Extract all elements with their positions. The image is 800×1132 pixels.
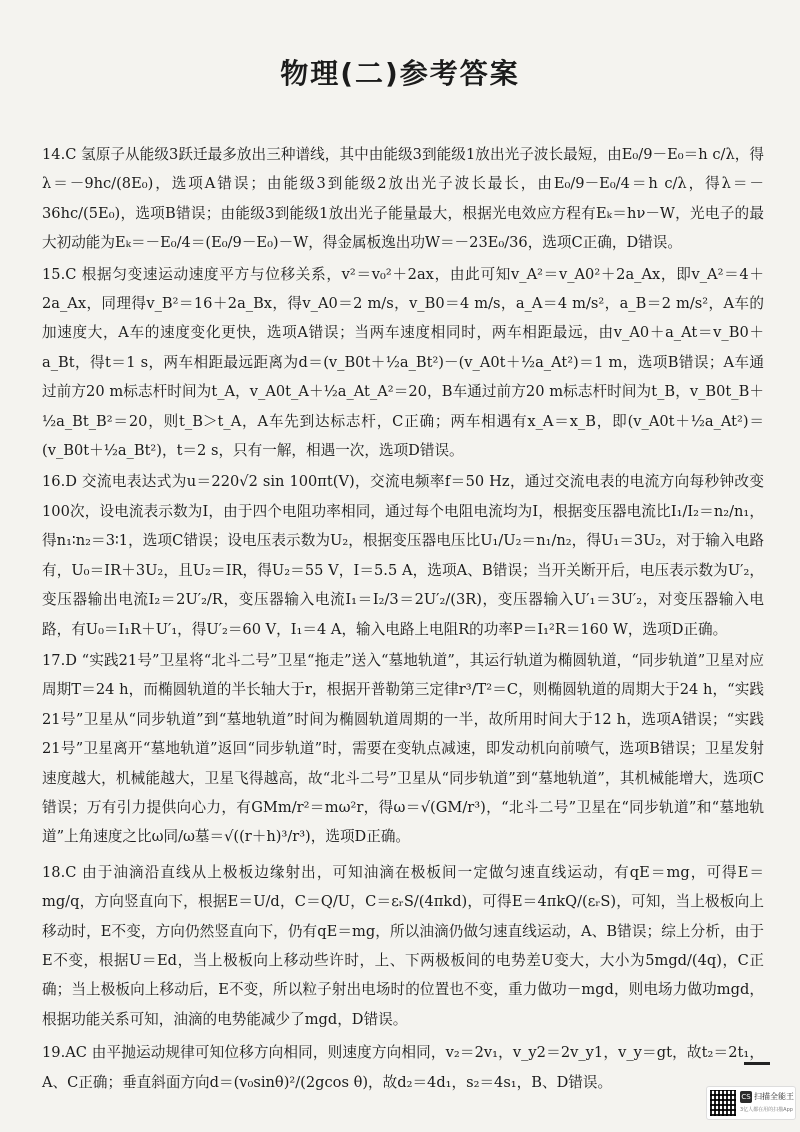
- answer-text: 根据匀变速运动速度平方与位移关系，v²＝v₀²＋2ax，由此可知v_A²＝v_A0²＋2a_Ax，即v_A²＝4＋2a_Ax，同理得v_B²＝16＋2a_Bx，得v_A0＝2 m/s，v_B0＝4 m/s，a_A＝4 m/s²，a_B＝2 m/s²，A车的加速度大，A车的速度变化更快，选项A错误；当两车速度相同时，两车相距最远，由v_A0＋a_At＝v_B0＋a_Bt，得t＝1 s，两车相距最远距离为d＝(v_B0t＋½a_Bt²)－(v_A0t＋½a_At²)＝1 m，选项B错误；A车通过前方20 m标志杆时间为t_A，v_A0t_A＋½a_At_A²＝20，B车通过前方20 m标志杆时间为t_B，v_B0t_B＋½a_Bt_B²＝20，则t_B＞t_A，A车先到达标志杆，C正确；两车相遇有x_A＝x_B，即(v_A0t＋½a_At²)＝(v_B0t＋½a_Bt²)，t＝2 s，只有一解，相遇一次，选项D错误。: [42, 265, 764, 460]
- answer-text: 交流电表达式为u＝220√2 sin 100πt(V)，交流电频率f＝50 Hz，通过交流电表的电流方向每秒钟改变100次，设电流表示数为I，由于四个电阻功率相同，通过每个电阻电流均为I，根据变压器电流比I₁/I₂＝n₂/n₁，得n₁∶n₂＝3∶1，选项C错误；设电压表示数为U₂，根据变压器电压比U₁/U₂＝n₁/n₂，得U₁＝3U₂，对于输入电路有，U₀＝IR＋3U₂，且U₂＝IR，得U₂＝55 V，I＝5.5 A，选项A、B错误；当开关断开后，电压表示数为U′₂，变压器输出电流I₂＝2U′₂/R，变压器输入电流I₁＝I₂/3＝2U′₂/(3R)，变压器输入U′₁＝3U′₂，对变压器输入电路，有U₀＝I₁R＋U′₁，得U′₂＝60 V，I₁＝4 A，输入电路上电阻R的功率P＝I₁²R＝160 W，选项D正确。: [42, 473, 764, 638]
- scanner-brand: 扫描全能王: [754, 1092, 794, 1101]
- page-title: 物理(二)参考答案: [280, 57, 520, 90]
- answer-number: 14.C: [42, 146, 77, 163]
- answer-text: “实践21号”卫星将“北斗二号”卫星“拖走”送入“墓地轨道”，其运行轨道为椭圆轨道，“同步轨道”卫星对应周期T＝24 h，而椭圆轨道的半长轴大于r，根据开普勒第三定律r³/T²＝C，则椭圆轨道的周期大于24 h，“实践21号”卫星从“同步轨道”到“墓地轨道”时间为椭圆轨道周期的一半，故所用时间大于12 h，选项A错误；“实践21号”卫星离开“墓地轨道”返回“同步轨道”时，需要在变轨点减速，即发动机向前喷气，选项B错误；卫星发射速度越大，机械能越大，卫星飞得越高，故“北斗二号”卫星从“同步轨道”到“墓地轨道”，其机械能增大，选项C错误；万有引力提供向心力，有GMm/r²＝mω²r，得ω＝√(GM/r³)，“北斗二号”卫星在“同步轨道”和“墓地轨道”上角速度之比ω同/ω墓＝√((r＋h)³/r³)，选项D正确。: [42, 651, 764, 846]
- qr-code-icon: [710, 1090, 736, 1116]
- answer-number: 15.C: [42, 265, 77, 283]
- scanner-watermark: [706, 1086, 796, 1120]
- answer-18: [42, 858, 764, 1034]
- page-mark: [744, 1062, 770, 1065]
- scanner-tagline: 3亿人都在用的扫描App: [740, 1107, 793, 1113]
- answer-number: 18.C: [42, 863, 77, 881]
- scanner-logo-icon: CS: [741, 1093, 751, 1101]
- answer-list: [42, 140, 764, 1099]
- answer-14: [42, 140, 764, 258]
- answer-text: 氢原子从能级3跃迁最多放出三种谱线，其中由能级3到能级1放出光子波长最短，由E₀/9－E₀＝h c/λ，得λ＝－9hc/(8E₀)，选项A错误；由能级3到能级2放出光子波长最长，由E₀/9－E₀/4＝h c/λ，得λ＝－36hc/(5E₀)，选项B错误；由能级3到能级1放出光子能量最大，根据光电效应方程有Eₖ＝hν－W，光电子的最大初动能为Eₖ＝－E₀/4＝(E₀/9－E₀)－W，得金属板逸出功W＝－23E₀/36，选项C正确，D错误。: [42, 146, 765, 252]
- answer-number: 17.D: [42, 651, 77, 669]
- answer-15: [42, 260, 764, 466]
- answer-text: 由平抛运动规律可知位移方向相同，则速度方向相同，v₂＝2v₁，v_y2＝2v_y1，v_y＝gt，故t₂＝2t₁，A、C正确；垂直斜面方向d＝(v₀sinθ)²/(2gcos θ)，故d₂＝4d₁，s₂＝4s₁，B、D错误。: [42, 1044, 764, 1091]
- answer-text: 由于油滴沿直线从上极板边缘射出，可知油滴在极板间一定做匀速直线运动，有qE＝mg，可得E＝mg/q，方向竖直向下，根据E＝U/d，C＝Q/U，C＝εᵣS/(4πkd)，可得E＝4πkQ/(εᵣS)，可知，当上极板向上移动时，E不变，方向仍然竖直向下，仍有qE＝mg，所以油滴仍做匀速直线运动，A、B错误；综上分析，由于E不变，根据U＝Ed，当上极板向上移动些许时，上、下两极板间的电势差U变大，大小为5mgd/(4q)，C正确；当上极板向上移动后，E不变，所以粒子射出电场时的位置也不变，重力做功－mgd，则电场力做功mgd，根据功能关系可知，油滴的电势能减少了mgd，D错误。: [42, 863, 764, 1028]
- answer-16: [42, 467, 764, 643]
- answer-number: 16.D: [42, 473, 77, 491]
- answer-17: [42, 646, 764, 852]
- answer-19: [42, 1038, 764, 1097]
- answer-number: 19.AC: [42, 1044, 87, 1062]
